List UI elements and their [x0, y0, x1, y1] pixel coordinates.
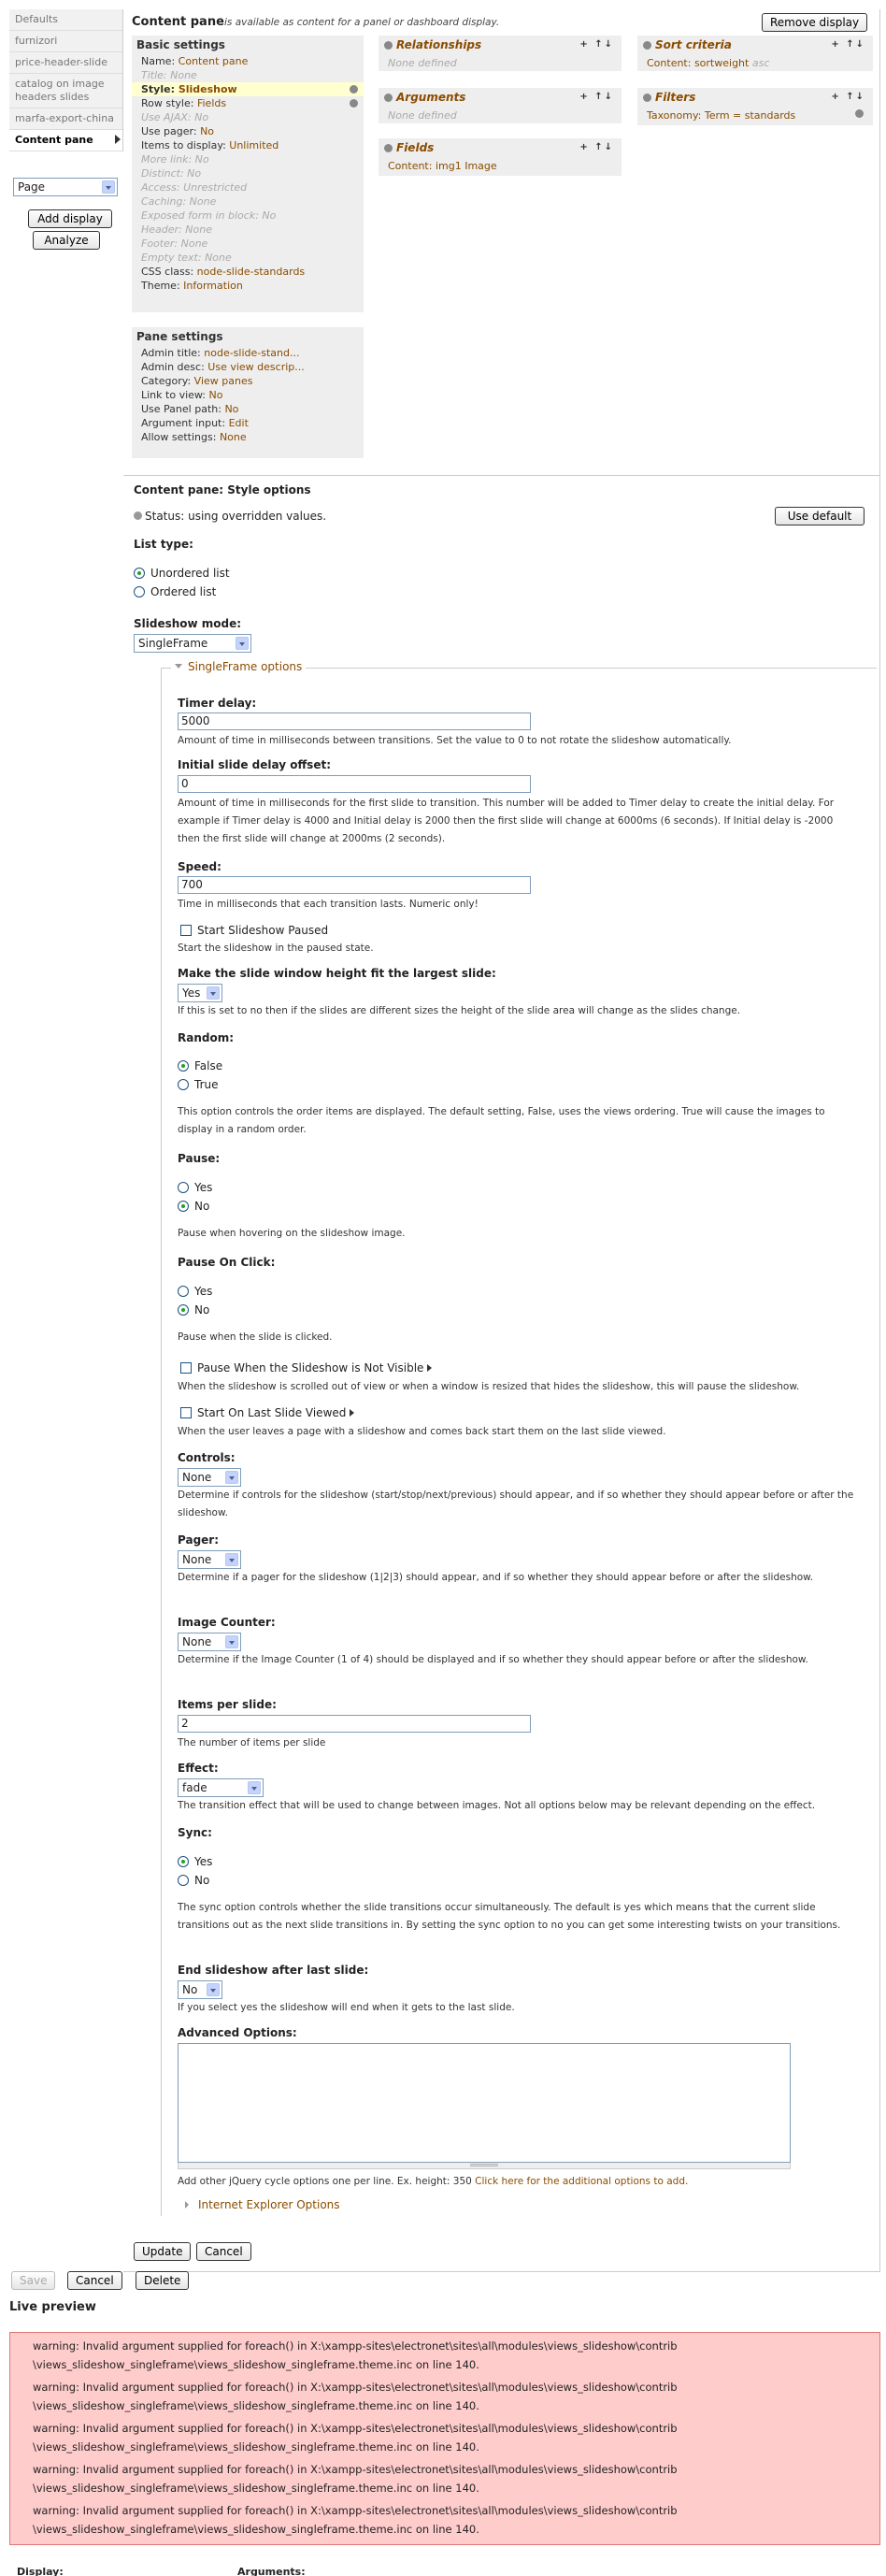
image-counter-select[interactable] — [178, 1633, 241, 1651]
slideshow-mode-label: Slideshow mode: — [134, 617, 242, 630]
radio-icon — [178, 1856, 189, 1867]
chevron-down-icon — [236, 637, 249, 650]
setting-key: Items to display: — [141, 139, 226, 151]
tab-label: Content pane — [15, 134, 93, 146]
setting-key: Header: — [141, 223, 182, 236]
singleframe-legend[interactable] — [171, 660, 306, 673]
warning-line: warning: Invalid argument supplied for foreach() in X:\xampp-sites\electronet\sites\all\modules\views_slideshow\contrib — [33, 2504, 678, 2517]
end-slideshow-select[interactable] — [178, 1980, 222, 1999]
basic-setting-row — [132, 124, 364, 138]
pause-click-label: Pause On Click: — [178, 1256, 276, 1269]
display-tabs — [9, 9, 123, 151]
option-label: Yes — [194, 1181, 213, 1194]
fields-box — [379, 138, 622, 176]
basic-setting-row — [132, 265, 364, 279]
basic-setting-row — [132, 279, 364, 293]
controls-select[interactable] — [178, 1468, 241, 1487]
chevron-down-icon — [225, 1635, 238, 1648]
option-label: No — [194, 1200, 210, 1213]
sync-yes[interactable] — [178, 1854, 212, 1869]
setting-value-link[interactable]: View panes — [193, 375, 253, 387]
items-per-slide-label: Items per slide: — [178, 1698, 277, 1711]
pause-label: Pause: — [178, 1152, 221, 1165]
random-false[interactable] — [178, 1058, 222, 1073]
help-icon[interactable] — [384, 94, 393, 102]
add-rearrange-icon[interactable]: + ↑↓ — [579, 142, 614, 152]
random-desc: This option controls the order items are displayed. The default setting, False, uses the views ordering. True will cause the images to display in a random order. — [178, 1106, 825, 1135]
list-type-ordered[interactable] — [134, 584, 216, 599]
setting-value-link[interactable]: Edit — [228, 417, 249, 429]
live-preview-title: Live preview — [9, 2300, 96, 2314]
ie-options-toggle[interactable] — [185, 2198, 340, 2211]
filters-title[interactable]: Filters — [655, 91, 696, 104]
arguments-box — [379, 88, 622, 123]
start-last-slide-checkbox[interactable] — [180, 1405, 354, 1420]
tab-furnizori[interactable]: furnizori — [9, 31, 122, 52]
tab-price-header-slide[interactable]: price-header-slide — [9, 52, 122, 74]
remove-display-button[interactable]: Remove display — [762, 13, 867, 32]
display-label: Display: — [17, 2566, 64, 2576]
basic-setting-row — [132, 152, 364, 166]
select-value: Page — [18, 180, 46, 194]
gear-icon[interactable] — [350, 99, 358, 108]
option-label: True — [194, 1078, 219, 1091]
basic-setting-row — [132, 209, 364, 223]
warning-line-cont: \views_slideshow_singleframe\views_slideshow_singleframe.theme.inc on line 140. — [33, 2523, 479, 2536]
random-true[interactable] — [178, 1077, 219, 1092]
setting-key: Argument input: — [141, 417, 226, 429]
advanced-options-desc: Add other jQuery cycle options one per line. Ex. height: 350 — [178, 2176, 472, 2187]
setting-key: Category: — [141, 375, 192, 387]
setting-value-link[interactable]: None — [205, 252, 232, 264]
radio-icon — [178, 1875, 189, 1886]
add-display-button[interactable]: Add display — [28, 209, 112, 228]
sort-value-link[interactable]: Content: sortweight — [647, 57, 750, 69]
basic-setting-row — [132, 223, 364, 237]
setting-value-link[interactable]: None — [219, 431, 247, 443]
cancel-button[interactable]: Cancel — [67, 2271, 122, 2290]
basic-setting-row — [132, 251, 364, 265]
setting-value-link[interactable]: node-slide-standards — [196, 266, 306, 278]
sort-criteria-title[interactable]: Sort criteria — [655, 38, 732, 51]
setting-value-link[interactable]: Fields — [196, 97, 227, 109]
field-img1-link[interactable]: Content: img1 Image — [388, 160, 497, 172]
setting-value-link[interactable]: No — [194, 111, 209, 123]
setting-value-link[interactable]: Information — [183, 280, 243, 292]
warning-line-cont: \views_slideshow_singleframe\views_slideshow_singleframe.theme.inc on line 140. — [33, 2358, 479, 2371]
pane-setting-row — [132, 374, 364, 388]
analyze-button[interactable]: Analyze — [33, 231, 100, 250]
basic-setting-row — [132, 82, 364, 96]
setting-key: Use Panel path: — [141, 403, 222, 415]
basic-settings-title: Basic settings — [136, 38, 225, 51]
filters-box — [637, 88, 873, 125]
setting-key: Row style: — [141, 97, 194, 109]
additional-options-link[interactable]: Click here for the additional options to add. — [475, 2176, 689, 2187]
divider — [123, 475, 880, 476]
warning-item — [10, 2337, 879, 2374]
select-value: None — [182, 1471, 212, 1484]
setting-key: Name: — [141, 55, 176, 67]
setting-key: Admin title: — [141, 347, 201, 359]
checkbox-icon — [180, 1362, 192, 1374]
setting-value-link[interactable]: None — [170, 69, 197, 81]
help-icon[interactable] — [384, 41, 393, 50]
update-button[interactable]: Update — [134, 2242, 191, 2261]
radio-icon — [178, 1304, 189, 1316]
warning-item — [10, 2419, 879, 2456]
effect-select[interactable] — [178, 1778, 264, 1797]
checkbox-icon — [180, 925, 192, 936]
tab-marfa-export-china[interactable]: marfa-export-china — [9, 108, 122, 130]
timer-delay-label: Timer delay: — [178, 697, 257, 710]
setting-value-link[interactable]: Unrestricted — [183, 181, 248, 194]
warning-item — [10, 2501, 879, 2539]
fields-title[interactable]: Fields — [396, 141, 435, 154]
list-type-label: List type: — [134, 538, 193, 551]
setting-value-link[interactable]: Use view descrip... — [207, 361, 305, 373]
relationships-box — [379, 36, 622, 71]
option-label: Start On Last Slide Viewed — [197, 1406, 347, 1419]
setting-value-link[interactable]: None — [185, 223, 212, 236]
setting-key: More link: — [141, 153, 193, 165]
basic-settings-panel — [132, 36, 364, 312]
option-label: No — [194, 1303, 210, 1317]
setting-key: Link to view: — [141, 389, 206, 401]
gear-icon[interactable] — [855, 109, 864, 118]
basic-setting-row — [132, 237, 364, 251]
basic-setting-row — [132, 96, 364, 110]
option-label: Yes — [194, 1855, 213, 1868]
setting-value-link[interactable]: Slideshow — [178, 83, 237, 95]
select-value: None — [182, 1635, 212, 1648]
random-label: Random: — [178, 1031, 235, 1044]
warning-line: warning: Invalid argument supplied for foreach() in X:\xampp-sites\electronet\sites\all\modules\views_slideshow\contrib — [33, 2463, 678, 2476]
basic-setting-row — [132, 166, 364, 180]
pager-desc: Determine if a pager for the slideshow (1|2|3) should appear, and if so whether they should appear before or after the slideshow. — [178, 1572, 814, 1583]
setting-key: Title: — [141, 69, 167, 81]
setting-key: Use AJAX: — [141, 111, 192, 123]
setting-value-link[interactable]: None — [189, 195, 217, 208]
setting-key: Distinct: — [141, 167, 184, 180]
chevron-down-icon — [207, 1983, 220, 1996]
advanced-options-label: Advanced Options: — [178, 2026, 297, 2039]
list-type-unordered[interactable] — [134, 566, 230, 581]
warning-line-cont: \views_slideshow_singleframe\views_slideshow_singleframe.theme.inc on line 140. — [33, 2440, 479, 2454]
sort-criteria-box — [637, 36, 873, 71]
display-type-select[interactable] — [13, 178, 118, 196]
add-rearrange-icon[interactable]: + ↑↓ — [831, 92, 865, 102]
setting-value-link[interactable]: No — [224, 403, 239, 415]
tab-defaults[interactable]: Defaults — [9, 9, 122, 31]
setting-key: Caching: — [141, 195, 187, 208]
warning-line: warning: Invalid argument supplied for foreach() in X:\xampp-sites\electronet\sites\all\modules\views_slideshow\contrib — [33, 2339, 678, 2353]
sort-order: asc — [751, 57, 770, 69]
pane-settings-panel — [132, 327, 364, 458]
arrow-right-icon — [115, 135, 121, 144]
sync-desc: The sync option controls whether the slide transitions occur simultaneously. The default is yes which means that the current slide transitions out as the next slide transitions in. By setting the sync option to no you can get some interesting twists on your transitions. — [178, 1902, 841, 1931]
display-subtitle: is available as content for a panel or dashboard display. — [224, 17, 500, 28]
warning-line-cont: \views_slideshow_singleframe\views_slideshow_singleframe.theme.inc on line 140. — [33, 2399, 479, 2412]
setting-key: Access: — [141, 181, 180, 194]
option-label: Ordered list — [150, 585, 217, 598]
initial-offset-label: Initial slide delay offset: — [178, 758, 331, 771]
style-options-heading: Content pane: Style options — [134, 483, 311, 496]
image-counter-desc: Determine if the Image Counter (1 of 4) should be displayed and if so whether they should appear before or after the slideshow. — [178, 1654, 808, 1665]
start-last-slide-desc: When the user leaves a page with a slideshow and comes back start them on the last slide viewed. — [178, 1426, 666, 1437]
start-paused-checkbox[interactable] — [180, 923, 328, 938]
effect-desc: The transition effect that will be used to change between images. Not all options below may be relevant depending on the effect. — [178, 1800, 816, 1811]
grip-icon — [470, 2164, 498, 2166]
pane-setting-row — [132, 346, 364, 360]
setting-key: Footer: — [141, 237, 179, 250]
speed-label: Speed: — [178, 860, 222, 873]
chevron-down-icon — [225, 1553, 238, 1566]
arguments-title[interactable]: Arguments — [396, 91, 466, 104]
radio-icon — [178, 1286, 189, 1297]
warning-item — [10, 2460, 879, 2497]
help-icon[interactable] — [643, 94, 651, 102]
speed-input[interactable]: 700 — [178, 876, 531, 894]
setting-key: Allow settings: — [141, 431, 217, 443]
cancel-style-button[interactable]: Cancel — [196, 2242, 251, 2261]
pane-setting-row — [132, 416, 364, 430]
basic-setting-row — [132, 110, 364, 124]
setting-value-link[interactable]: None — [180, 237, 208, 250]
pause-click-yes[interactable] — [178, 1284, 212, 1299]
pause-click-no[interactable] — [178, 1302, 209, 1317]
option-label: Yes — [194, 1285, 213, 1298]
warning-item — [10, 2378, 879, 2415]
setting-value-link[interactable]: Unlimited — [229, 139, 279, 151]
warning-line: warning: Invalid argument supplied for foreach() in X:\xampp-sites\electronet\sites\all\modules\views_slideshow\contrib — [33, 2381, 678, 2394]
select-value: None — [182, 1553, 212, 1566]
pause-not-visible-checkbox[interactable] — [180, 1360, 432, 1375]
setting-value-link[interactable]: Content pane — [178, 55, 249, 67]
chevron-down-icon — [225, 1471, 238, 1484]
pause-desc: Pause when hovering on the slideshow image. — [178, 1228, 406, 1239]
info-icon — [134, 511, 142, 520]
pager-label: Pager: — [178, 1533, 220, 1547]
sync-no[interactable] — [178, 1873, 209, 1888]
radio-icon — [134, 568, 145, 579]
collapse-icon — [175, 664, 182, 669]
option-label: No — [194, 1874, 210, 1887]
textarea-resize-grip[interactable] — [178, 2163, 791, 2169]
basic-setting-row — [132, 194, 364, 209]
controls-desc: Determine if controls for the slideshow (start/stop/next/previous) should appear, and if so whether they should appear before or after the slideshow. — [178, 1489, 854, 1518]
fit-height-desc: If this is set to no then if the slides are different sizes the height of the slide area will change as the slides change. — [178, 1005, 741, 1016]
radio-icon — [178, 1182, 189, 1193]
radio-icon — [178, 1079, 189, 1090]
pause-yes[interactable] — [178, 1180, 212, 1195]
basic-setting-row — [132, 54, 364, 68]
setting-value-link[interactable]: No — [262, 209, 277, 222]
select-value: fade — [182, 1781, 207, 1794]
setting-key: Exposed form in block: — [141, 209, 259, 222]
items-per-slide-input[interactable]: 2 — [178, 1715, 531, 1733]
status-label: Status: using overridden values. — [145, 510, 327, 523]
initial-offset-desc: Amount of time in milliseconds for the first slide to transition. This number will be added to Timer delay to create the initial delay. For example if Timer delay is 4000 and Initial delay is 2000 then the first slide will change at 6000ms (6 seconds). If Initial delay is -2000 then the first slide will change at 2000ms (2 seconds). — [178, 798, 835, 844]
setting-key: Use pager: — [141, 125, 197, 137]
tab-content-pane[interactable] — [9, 130, 122, 151]
relationships-title[interactable]: Relationships — [396, 38, 482, 51]
advanced-options-textarea[interactable] — [178, 2043, 791, 2163]
setting-key: Theme: — [141, 280, 180, 292]
image-counter-label: Image Counter: — [178, 1616, 276, 1629]
setting-key: CSS class: — [141, 266, 194, 278]
display-title: Content pane — [132, 15, 224, 29]
help-icon[interactable] — [643, 41, 651, 50]
option-label: Start Slideshow Paused — [197, 924, 329, 937]
gear-icon[interactable] — [350, 85, 358, 94]
option-label: Pause When the Slideshow is Not Visible — [197, 1361, 424, 1374]
pane-setting-row — [132, 388, 364, 402]
pane-settings-title: Pane settings — [136, 330, 223, 343]
setting-key: Style: — [141, 83, 175, 95]
add-rearrange-icon[interactable]: + ↑↓ — [579, 92, 614, 102]
arguments-value: None defined — [388, 109, 457, 122]
setting-value-link[interactable]: node-slide-stand... — [204, 347, 300, 359]
timer-delay-input[interactable]: 5000 — [178, 712, 531, 730]
setting-value-link[interactable]: No — [194, 153, 209, 165]
pause-not-visible-desc: When the slideshow is scrolled out of view or when a window is resized that hides the slideshow, this will pause the slideshow. — [178, 1381, 800, 1392]
basic-setting-row — [132, 138, 364, 152]
status-text — [134, 510, 326, 523]
sync-label: Sync: — [178, 1826, 212, 1839]
pause-click-desc: Pause when the slide is clicked. — [178, 1331, 333, 1343]
delete-button[interactable]: Delete — [136, 2271, 189, 2290]
basic-setting-row — [132, 68, 364, 82]
setting-key: Admin desc: — [141, 361, 205, 373]
help-icon[interactable] — [384, 144, 393, 152]
select-value: Yes — [182, 986, 201, 1000]
chevron-down-icon — [248, 1781, 261, 1794]
select-value: SingleFrame — [138, 637, 208, 650]
end-slideshow-desc: If you select yes the slideshow will end when it gets to the last slide. — [178, 2002, 515, 2013]
expand-icon — [185, 2201, 189, 2209]
pane-setting-row — [132, 402, 364, 416]
arrow-right-icon — [427, 1364, 432, 1372]
pause-no[interactable] — [178, 1199, 209, 1214]
pane-setting-row — [132, 360, 364, 374]
effect-label: Effect: — [178, 1762, 219, 1775]
setting-value-link[interactable]: No — [187, 167, 202, 180]
radio-icon — [178, 1060, 189, 1072]
fit-height-select[interactable] — [178, 984, 222, 1002]
checkbox-icon — [180, 1407, 192, 1418]
slideshow-mode-select[interactable] — [134, 634, 251, 653]
arrow-right-icon — [350, 1409, 354, 1417]
save-button[interactable]: Save — [11, 2271, 55, 2290]
relationships-value: None defined — [388, 57, 457, 69]
arguments-label: Arguments: — [237, 2566, 306, 2576]
speed-desc: Time in milliseconds that each transition lasts. Numeric only! — [178, 899, 479, 910]
pane-setting-row — [132, 430, 364, 444]
warning-messages — [9, 2332, 880, 2545]
timer-delay-desc: Amount of time in milliseconds between transitions. Set the value to 0 to not rotate the slideshow automatically. — [178, 735, 732, 746]
start-paused-desc: Start the slideshow in the paused state. — [178, 943, 374, 954]
option-label: False — [194, 1059, 223, 1072]
option-label: Unordered list — [150, 567, 230, 580]
setting-key: Empty text: — [141, 252, 202, 264]
setting-value-link[interactable]: No — [208, 389, 223, 401]
use-default-button[interactable]: Use default — [775, 507, 865, 525]
filter-term-link[interactable]: Taxonomy: Term = standards — [647, 109, 796, 122]
chevron-down-icon — [207, 986, 220, 1000]
warning-line: warning: Invalid argument supplied for foreach() in X:\xampp-sites\electronet\sites\all\modules\views_slideshow\contrib — [33, 2422, 678, 2435]
add-rearrange-icon[interactable]: + ↑↓ — [579, 39, 614, 50]
basic-setting-row — [132, 180, 364, 194]
add-rearrange-icon[interactable]: + ↑↓ — [831, 39, 865, 50]
ie-options-label: Internet Explorer Options — [198, 2198, 340, 2211]
end-slideshow-label: End slideshow after last slide: — [178, 1964, 369, 1977]
warning-line-cont: \views_slideshow_singleframe\views_slideshow_singleframe.theme.inc on line 140. — [33, 2482, 479, 2495]
setting-value-link[interactable]: No — [200, 125, 215, 137]
chevron-down-icon — [102, 180, 115, 194]
radio-icon — [134, 586, 145, 597]
items-per-slide-desc: The number of items per slide — [178, 1737, 326, 1749]
select-value: No — [182, 1983, 198, 1996]
fit-height-label: Make the slide window height fit the largest slide: — [178, 967, 496, 980]
controls-label: Controls: — [178, 1451, 236, 1464]
fieldset-title: SingleFrame options — [188, 660, 303, 673]
initial-offset-input[interactable]: 0 — [178, 775, 531, 793]
pager-select[interactable] — [178, 1550, 241, 1569]
radio-icon — [178, 1201, 189, 1212]
tab-catalog-on-image[interactable]: catalog on image headers slides — [9, 74, 122, 108]
